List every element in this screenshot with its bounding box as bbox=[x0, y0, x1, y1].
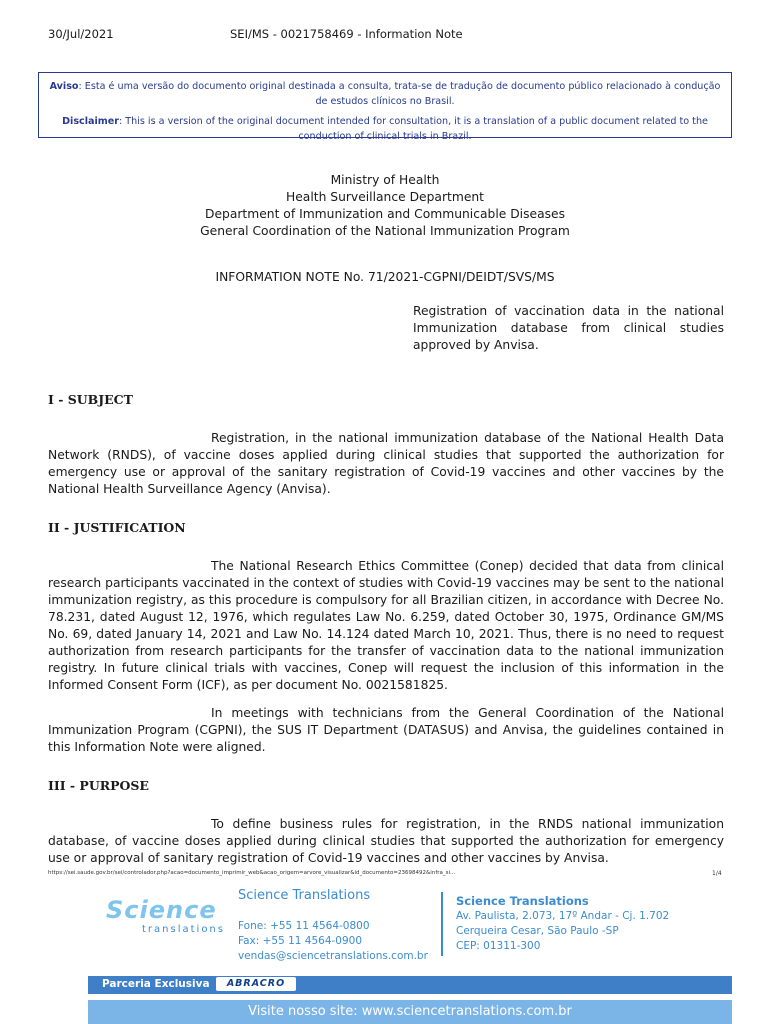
footer-address-company: Science Translations bbox=[456, 894, 589, 908]
justification-paragraph-1 bbox=[48, 558, 724, 694]
subject-text: Registration, in the national immunization database of the National Health Data Network (RNDS), of vaccine doses applied during clinical studies that supported the authorization for emergency use or approval of the sanitary registration of Covid-19 vaccines and other vaccines by the National Health Surveillance Agency (Anvisa). bbox=[48, 431, 724, 496]
note-abstract: Registration of vaccination data in the national Immunization database from clinical studies approved by Anvisa. bbox=[413, 304, 724, 352]
header-document-reference: SEI/MS - 0021758469 - Information Note bbox=[230, 27, 463, 41]
aviso-paragraph bbox=[49, 79, 721, 109]
partner-label: Parceria Exclusiva bbox=[102, 978, 210, 990]
organization-block bbox=[0, 172, 770, 240]
org-department: Health Surveillance Department bbox=[285, 190, 484, 204]
justification-paragraph-2 bbox=[48, 705, 724, 756]
section-heading-subject: I - SUBJECT bbox=[48, 392, 133, 407]
footer-company-name: Science Translations bbox=[238, 888, 371, 903]
justification-text-1: The National Research Ethics Committee (Conep) decided that data from clinical research participants vaccinated in the context of studies with Covid-19 vaccines may be sent to the national immunization registry, as this procedure is compulsory for all Brazilian citizen, in accordance with Decree No. 78.231, dated August 12, 1976, which regulates Law No. 6.259, dated October 30, 1975, Ordinance GM/MS No. 69, dated January 14, 2021 and Law No. 14.124 dated March 10, 2021. Thus, there is no need to request authorization from research participants for the transfer of vaccination data to the national immunization registry. In future clinical trials with vaccines, Conep will request the inclusion of this information in the Informed Consent Form (ICF), as per document No. 0021581825. bbox=[48, 559, 724, 692]
logo-wordmark: Science bbox=[106, 896, 217, 924]
footer-postal-code: CEP: 01311-300 bbox=[456, 940, 541, 952]
aviso-label: Aviso bbox=[49, 81, 79, 92]
page-number: 1/4 bbox=[712, 870, 722, 877]
header-date: 30/Jul/2021 bbox=[48, 27, 114, 41]
section-heading-justification: II - JUSTIFICATION bbox=[48, 520, 186, 535]
footer-fax: Fax: +55 11 4564-0900 bbox=[238, 935, 363, 947]
partner-bar bbox=[88, 976, 732, 994]
translation-notice-box bbox=[38, 72, 732, 142]
print-url: https://sei.saude.gov.br/sei/controlador.php?acao=documento_imprimir_web&acao_origem=arvore_visualizar&id_documento=23698492&infra_si... bbox=[48, 870, 456, 876]
science-translations-logo bbox=[106, 896, 225, 946]
disclaimer-text: : This is a version of the original document intended for consultation, it is a translation of a public document related to the conduction of clinical trials in Brazil. bbox=[119, 116, 708, 142]
footer-divider bbox=[441, 892, 443, 956]
org-coordination: General Coordination of the National Immunization Program bbox=[200, 224, 570, 238]
information-note-title: INFORMATION NOTE No. 71/2021-CGPNI/DEIDT/SVS/MS bbox=[215, 270, 555, 284]
logo-subtitle: translations bbox=[142, 924, 225, 935]
footer-email[interactable]: vendas@sciencetranslations.com.br bbox=[238, 950, 428, 962]
footer-phone: Fone: +55 11 4564-0800 bbox=[238, 920, 370, 932]
subject-paragraph bbox=[48, 430, 724, 498]
disclaimer-label: Disclaimer bbox=[62, 116, 119, 127]
disclaimer-paragraph bbox=[49, 114, 721, 144]
section-heading-purpose: III - PURPOSE bbox=[48, 778, 149, 793]
org-subdepartment: Department of Immunization and Communicable Diseases bbox=[204, 207, 565, 221]
org-ministry: Ministry of Health bbox=[330, 173, 440, 187]
purpose-text: To define business rules for registration, in the RNDS national immunization database, of vaccine doses applied during clinical studies that supported the authorization for emergency use or approval of sanitary registration of Covid-19 vaccines and other vaccines by Anvisa. bbox=[48, 817, 724, 865]
justification-text-2: In meetings with technicians from the General Coordination of the National Immunization Program (CGPNI), the SUS IT Department (DATASUS) and Anvisa, the guidelines contained in this Information Note were aligned. bbox=[48, 706, 724, 754]
website-link[interactable]: Visite nosso site: www.sciencetranslations.com.br bbox=[248, 1004, 572, 1019]
purpose-paragraph bbox=[48, 816, 724, 867]
abracro-logo: ABRACRO bbox=[216, 977, 296, 991]
brand-footer bbox=[38, 880, 732, 1024]
footer-address-line-1: Av. Paulista, 2.073, 17º Andar - Cj. 1.702 bbox=[456, 910, 670, 922]
footer-address-line-2: Cerqueira Cesar, São Paulo -SP bbox=[456, 925, 619, 937]
website-bar[interactable] bbox=[88, 1000, 732, 1024]
aviso-text: : Esta é uma versão do documento original destinada a consulta, trata-se de tradução de documento público relacionado à condução de estudos clínicos no Brasil. bbox=[78, 81, 721, 107]
